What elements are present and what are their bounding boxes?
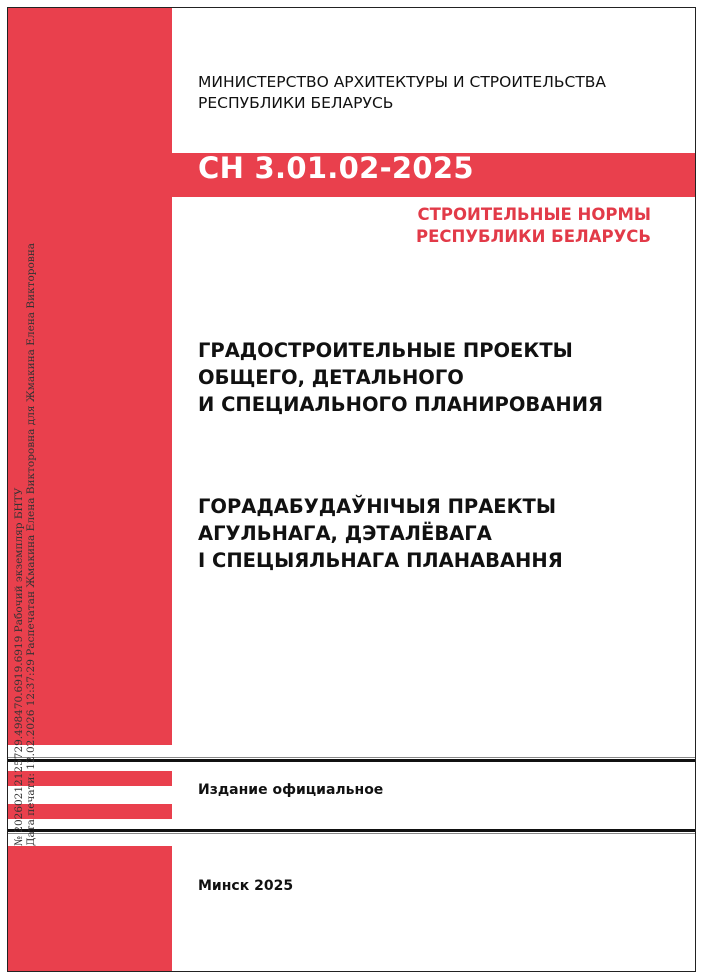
ministry-name (198, 72, 606, 114)
edition-label: Издание официальное (198, 782, 384, 798)
title-line: АГУЛЬНАГА, ДЭТАЛЁВАГА (198, 522, 492, 545)
title-line: ГРАДОСТРОИТЕЛЬНЫЕ ПРОЕКТЫ (198, 339, 573, 362)
title-russian (198, 337, 603, 418)
document-type-line: СТРОИТЕЛЬНЫЕ НОРМЫ (417, 205, 651, 224)
title-line: І СПЕЦЫЯЛЬНАГА ПЛАНАВАННЯ (198, 549, 563, 572)
title-line: И СПЕЦИАЛЬНОГО ПЛАНИРОВАНИЯ (198, 393, 604, 416)
city-year: Минск 2025 (198, 878, 294, 894)
divider-line (8, 757, 695, 762)
document-type-line: РЕСПУБЛИКИ БЕЛАРУСЬ (416, 227, 651, 246)
ministry-line: РЕСПУБЛИКИ БЕЛАРУСЬ (198, 94, 394, 112)
stamp-line: № 20260212125729.498470.6919.6919 Рабочий экземпляр БНТУ (13, 487, 25, 846)
title-belarusian (198, 493, 563, 574)
title-line: ГОРАДАБУДАЎНІЧЫЯ ПРАЕКТЫ (198, 495, 557, 518)
print-stamp (13, 243, 37, 846)
red-side-stripe (8, 846, 172, 972)
document-type (416, 204, 651, 248)
stamp-line: Дата печати: 12.02.2026 12:37:29 Распечатан Жмакина Елена Викторовна для Жмакина Елена Викторовна (25, 242, 37, 846)
divider-line (8, 828, 695, 834)
title-line: ОБЩЕГО, ДЕТАЛЬНОГО (198, 366, 464, 389)
document-code: СН 3.01.02-2025 (198, 151, 474, 185)
ministry-line: МИНИСТЕРСТВО АРХИТЕКТУРЫ И СТРОИТЕЛЬСТВА (198, 73, 607, 91)
